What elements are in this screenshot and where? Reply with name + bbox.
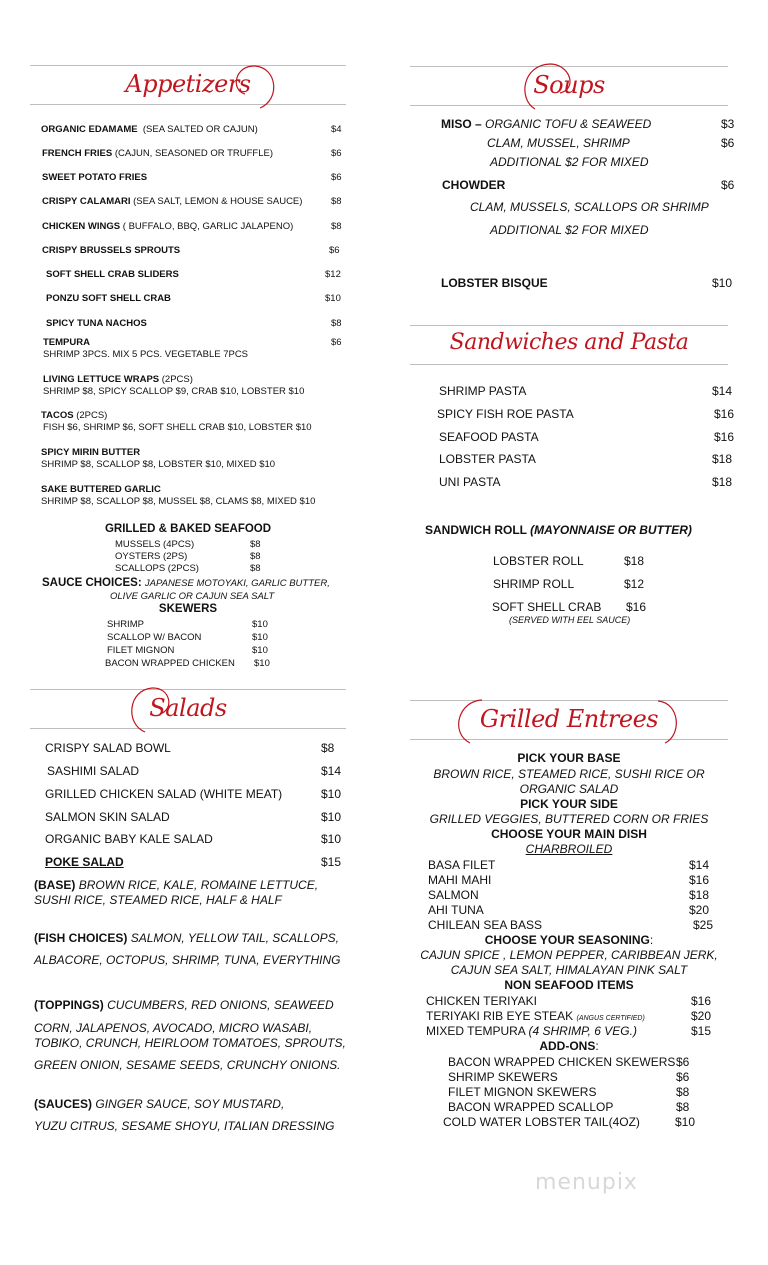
poke-fish-line: ALBACORE, OCTOPUS, SHRIMP, TUNA, EVERYTHING xyxy=(34,953,341,967)
menu-item: SPICY FISH ROE PASTA $16 xyxy=(437,407,735,421)
section-title: Appetizers xyxy=(125,70,251,98)
soup-option: CLAM, MUSSEL, SHRIMP xyxy=(487,136,630,150)
base-options: ORGANIC SALAD xyxy=(519,782,619,796)
menu-item: SALMON $18 xyxy=(428,888,710,902)
menu-item: LOBSTER PASTA $18 xyxy=(439,452,733,466)
side-options: GRILLED VEGGIES, BUTTERED CORN OR FRIES xyxy=(429,812,709,826)
menu-item: CHILEAN SEA BASS $25 xyxy=(428,918,714,932)
menu-item: SOFT SHELL CRAB $16 xyxy=(492,600,647,614)
menu-item-poke: POKE SALAD $15 xyxy=(45,855,342,869)
seasoning-heading: CHOOSE YOUR SEASONING: xyxy=(484,933,654,947)
sandwich-roll-heading: SANDWICH ROLL (MAYONNAISE OR BUTTER) xyxy=(425,523,692,537)
poke-toppings-line: CORN, JALAPENOS, AVOCADO, MICRO WASABI, xyxy=(34,1021,313,1035)
menu-item: SALMON SKIN SALAD $10 xyxy=(45,810,342,824)
menu-item-bisque: LOBSTER BISQUE xyxy=(441,276,548,290)
item-detail: SHRIMP $8, SPICY SCALLOP $9, CRAB $10, LOBSTER $10 xyxy=(43,386,305,397)
item-price: $3 xyxy=(721,117,735,131)
item-detail: SHRIMP $8, SCALLOP $8, MUSSEL $8, CLAMS $8, MIXED $10 xyxy=(41,496,316,507)
poke-toppings-line: GREEN ONION, SESAME SEEDS, CRUNCHY ONIONS. xyxy=(34,1058,341,1072)
menu-item-tacos: TACOS (2PCS) xyxy=(41,410,108,421)
item-detail: SHRIMP 3PCS. MIX 5 PCS. VEGETABLE 7PCS xyxy=(43,349,249,360)
menu-item-mirin: SPICY MIRIN BUTTER xyxy=(41,447,141,458)
menu-item: SHRIMP xyxy=(107,619,144,630)
menu-item-chowder: CHOWDER xyxy=(442,178,506,192)
poke-base: (BASE) BROWN RICE, KALE, ROMAINE LETTUCE, xyxy=(34,878,319,892)
item-price: $8 xyxy=(250,551,261,562)
side-heading: PICK YOUR SIDE xyxy=(520,797,618,811)
menu-item: CHICKEN WINGS ( BUFFALO, BBQ, GARLIC JALAPENO) $8 xyxy=(42,221,342,232)
eel-note: (SERVED WITH EEL SAUCE) xyxy=(509,615,631,625)
menu-item-lettuce-wraps: LIVING LETTUCE WRAPS (2PCS) xyxy=(43,374,193,385)
menu-item: CRISPY BRUSSELS SPROUTS $6 xyxy=(42,245,340,256)
sauce-choices: SAUCE CHOICES: JAPANESE MOTOYAKI, GARLIC BUTTER, xyxy=(42,577,330,589)
poke-base-line: SUSHI RICE, STEAMED RICE, HALF & HALF xyxy=(34,893,282,907)
seasoning-options: CAJUN SEA SALT, HIMALAYAN PINK SALT xyxy=(450,963,688,977)
salads-header xyxy=(30,684,346,734)
section-title: Soups xyxy=(533,71,605,99)
menu-item: BACON WRAPPED CHICKEN xyxy=(105,658,235,669)
item-price: $10 xyxy=(252,645,268,656)
menu-item: SHRIMP ROLL $12 xyxy=(493,577,645,591)
menu-item: CHICKEN TERIYAKI $16 xyxy=(426,994,712,1008)
item-price: $6 xyxy=(721,178,735,192)
menu-item-sake: SAKE BUTTERED GARLIC xyxy=(41,484,161,495)
non-seafood-heading: NON SEAFOOD ITEMS xyxy=(504,978,634,992)
section-title: Sandwiches and Pasta xyxy=(449,330,689,355)
menu-item: SPICY TUNA NACHOS $8 xyxy=(46,318,342,329)
poke-toppings-line: TOBIKO, CRUNCH, HEIRLOOM TOMATOES, SPROUTS, xyxy=(34,1036,346,1050)
menu-item: MAHI MAHI $16 xyxy=(428,873,710,887)
menu-item: FILET MIGNON xyxy=(107,645,175,656)
section-title: Salads xyxy=(149,694,227,722)
menu-item: MUSSELS (4PCS) xyxy=(115,539,195,550)
menu-item: BACON WRAPPED CHICKEN SKEWERS $6 xyxy=(448,1055,690,1069)
menu-item: SWEET POTATO FRIES $6 xyxy=(42,172,342,183)
menu-item: BACON WRAPPED SCALLOP $8 xyxy=(448,1100,690,1114)
menu-item: SEAFOOD PASTA $16 xyxy=(439,430,735,444)
menu-item: UNI PASTA $18 xyxy=(439,475,733,489)
menu-item: OYSTERS (2PS) xyxy=(115,551,188,562)
menu-item-miso: MISO – ORGANIC TOFU & SEAWEED xyxy=(441,117,652,131)
main-heading: CHOOSE YOUR MAIN DISH xyxy=(491,827,647,841)
item-price: $6 xyxy=(721,136,735,150)
item-detail: SHRIMP $8, SCALLOP $8, LOBSTER $10, MIXED $10 xyxy=(41,459,276,470)
soup-note: ADDITIONAL $2 FOR MIXED xyxy=(490,155,649,169)
item-detail: FISH $6, SHRIMP $6, SOFT SHELL CRAB $10, LOBSTER $10 xyxy=(43,422,312,433)
base-options: BROWN RICE, STEAMED RICE, SUSHI RICE OR xyxy=(433,767,705,781)
menu-item: SASHIMI SALAD $14 xyxy=(47,764,342,778)
menu-item-tempura: TEMPURA $6 xyxy=(43,337,342,348)
item-price: $8 xyxy=(250,539,261,550)
skewers-heading: SKEWERS xyxy=(158,603,218,615)
watermark-logo: menupix xyxy=(535,1170,638,1195)
item-price: $10 xyxy=(712,276,733,290)
poke-fish: (FISH CHOICES) SALMON, YELLOW TAIL, SCALLOPS, xyxy=(34,931,339,945)
menu-item: BASA FILET $14 xyxy=(428,858,710,872)
menu-item: LOBSTER ROLL $18 xyxy=(493,554,645,568)
menu-item: MIXED TEMPURA (4 SHRIMP, 6 VEG.) $15 xyxy=(426,1024,712,1038)
menu-item: CRISPY SALAD BOWL $8 xyxy=(45,741,335,755)
main-subheading: CHARBROILED xyxy=(525,842,613,856)
menu-item: GRILLED CHICKEN SALAD (WHITE MEAT) $10 xyxy=(45,787,342,801)
item-price: $10 xyxy=(252,619,268,630)
menu-item: ORGANIC EDAMAME (SEA SALTED OR CAJUN) $4 xyxy=(41,124,342,135)
menu-item: SCALLOPS (2PCS) xyxy=(115,563,199,574)
menu-item: SHRIMP PASTA $14 xyxy=(439,384,733,398)
menu-item: SHRIMP SKEWERS $6 xyxy=(448,1070,690,1084)
poke-sauces-line: YUZU CITRUS, SESAME SHOYU, ITALIAN DRESSING xyxy=(34,1119,335,1133)
soup-note: ADDITIONAL $2 FOR MIXED xyxy=(490,223,649,237)
grilled-seafood-heading: GRILLED & BAKED SEAFOOD xyxy=(104,523,272,535)
item-price: $8 xyxy=(250,563,261,574)
divider xyxy=(410,364,728,365)
menu-item: TERIYAKI RIB EYE STEAK (ANGUS CERTIFIED) $20 xyxy=(426,1009,712,1023)
entrees-header xyxy=(410,695,728,745)
soups-header xyxy=(410,61,728,111)
menu-item: CRISPY CALAMARI (SEA SALT, LEMON & HOUSE SAUCE) $8 xyxy=(42,196,342,207)
poke-sauces: (SAUCES) GINGER SAUCE, SOY MUSTARD, xyxy=(34,1097,285,1111)
sauce-choices-line: OLIVE GARLIC OR CAJUN SEA SALT xyxy=(110,591,275,602)
menu-item: ORGANIC BABY KALE SALAD $10 xyxy=(45,832,342,846)
item-price: $10 xyxy=(252,632,268,643)
menu-item: COLD WATER LOBSTER TAIL(4OZ) $10 xyxy=(443,1115,696,1129)
menu-item: FRENCH FRIES (CAJUN, SEASONED OR TRUFFLE) $6 xyxy=(42,148,342,159)
divider xyxy=(410,325,728,326)
menu-item: SOFT SHELL CRAB SLIDERS $12 xyxy=(46,269,341,280)
soup-option: CLAM, MUSSELS, SCALLOPS OR SHRIMP xyxy=(470,200,709,214)
appetizers-header xyxy=(30,60,346,110)
addons-heading: ADD-ONS: xyxy=(539,1039,599,1053)
menu-item: SCALLOP W/ BACON xyxy=(107,632,202,643)
section-title: Grilled Entrees xyxy=(479,705,659,733)
menu-item: AHI TUNA $20 xyxy=(428,903,710,917)
item-price: $10 xyxy=(254,658,270,669)
seasoning-options: CAJUN SPICE , LEMON PEPPER, CARIBBEAN JERK, xyxy=(420,948,718,962)
sandwiches-header xyxy=(410,320,728,370)
poke-toppings: (TOPPINGS) CUCUMBERS, RED ONIONS, SEAWEED xyxy=(34,998,334,1012)
base-heading: PICK YOUR BASE xyxy=(517,751,621,765)
menu-item: PONZU SOFT SHELL CRAB $10 xyxy=(46,293,341,304)
menu-item: FILET MIGNON SKEWERS $8 xyxy=(448,1085,690,1099)
